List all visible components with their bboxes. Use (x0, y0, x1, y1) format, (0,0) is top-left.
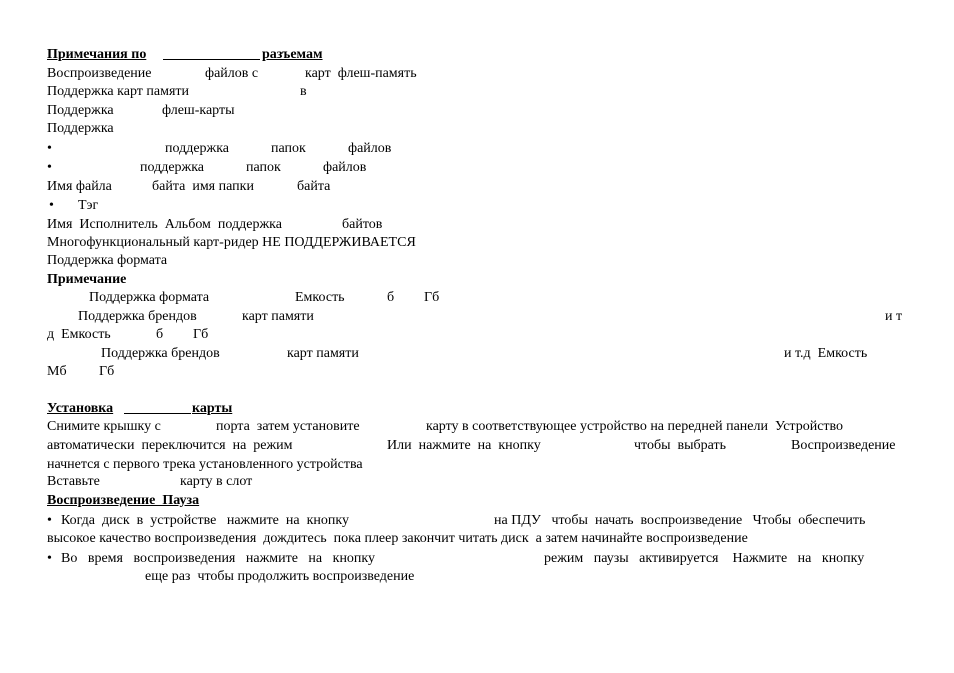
section-heading-playpause: Воспроизведение Пауза (47, 493, 200, 508)
bullet-folders-2-b: папок (246, 160, 281, 175)
note-line2-c: и т (885, 309, 903, 324)
bullet-folders-2-a: поддержка (140, 160, 205, 175)
note-line1-d: Гб (424, 290, 440, 305)
note-line3-a: д Емкость (47, 327, 111, 342)
section-heading-note: Примечание (47, 272, 127, 287)
note-line5-b: Гб (99, 364, 115, 379)
playback-text-c: карт флеш-память (305, 66, 417, 81)
bullet-folders-2-c: файлов (323, 160, 367, 175)
bullet-folders-1-b: папок (271, 141, 306, 156)
note-line2-a: Поддержка брендов (78, 309, 197, 324)
filename-a: Имя файла (47, 179, 112, 194)
section-heading-install-part2: карты (192, 401, 233, 416)
install-line4-a: Вставьте (47, 474, 100, 489)
playback-text-a: Воспроизведение (47, 66, 152, 81)
tag-fields-a: Имя Исполнитель Альбом поддержка (47, 217, 282, 232)
bullet-icon: • (47, 160, 52, 175)
card-reader-line: Многофункциональный карт-ридер НЕ ПОДДЕРЖИВАЕТСЯ (47, 235, 416, 250)
section-heading-connectors-part1: Примечания по (47, 47, 147, 62)
format-support-line: Поддержка формата (47, 253, 168, 268)
heading-gap-underline (124, 402, 191, 416)
section-heading-connectors-part2: разъемам (262, 47, 323, 62)
install-line2-d: Воспроизведение (791, 438, 896, 453)
playpause-bullet1-line2: высокое качество воспроизведения дождитесь пока плеер закончит читать диск а затем начинайте воспроизведение (47, 531, 748, 546)
playback-text-b: файлов с (205, 66, 259, 81)
bullet-folders-1-a: поддержка (165, 141, 230, 156)
install-line3: начнется с первого трека установленного устройства (47, 457, 363, 472)
heading-gap-underline (163, 48, 260, 62)
memory-card-support-b: в (300, 84, 307, 99)
note-line4-c: и т.д Емкость (784, 346, 868, 361)
playpause-bullet2-line2: еще раз чтобы продолжить воспроизведение (145, 569, 415, 584)
bullet-icon: • (49, 198, 54, 213)
install-line4-b: карту в слот (180, 474, 253, 489)
playpause-bullet2-line1-b: режим паузы активируется Нажмите на кнопку (544, 551, 865, 566)
tag-fields-b: байтов (342, 217, 383, 232)
flash-support-a: Поддержка (47, 103, 114, 118)
section-heading-install-part1: Установка (47, 401, 114, 416)
note-line1-b: Емкость (295, 290, 345, 305)
note-line4-b: карт памяти (287, 346, 359, 361)
note-line1-a: Поддержка формата (89, 290, 210, 305)
flash-support-b: флеш-карты (162, 103, 235, 118)
support-label: Поддержка (47, 121, 114, 136)
install-line2-a: автоматически переключится на режим (47, 438, 293, 453)
note-line3-b: б (156, 327, 164, 342)
bullet-icon: • (47, 141, 52, 156)
install-line1-a: Снимите крышку с (47, 419, 161, 434)
install-line2-c: чтобы выбрать (634, 438, 726, 453)
playpause-bullet1-line1-a: Когда диск в устройстве нажмите на кнопку (61, 513, 349, 528)
playpause-bullet2-line1-a: Во время воспроизведения нажмите на кнопку (61, 551, 376, 566)
bullet-icon: • (47, 513, 52, 528)
filename-c: байта (297, 179, 331, 194)
bullet-folders-1-c: файлов (348, 141, 392, 156)
tag-label: Тэг (78, 198, 99, 213)
install-line1-c: карту в соответствующее устройство на передней панели Устройство (426, 419, 844, 434)
install-line2-b: Или нажмите на кнопку (387, 438, 541, 453)
note-line4-a: Поддержка брендов (101, 346, 220, 361)
note-line1-c: б (387, 290, 395, 305)
bullet-icon: • (47, 551, 52, 566)
note-line5-a: Мб (47, 364, 67, 379)
filename-b: байта имя папки (152, 179, 254, 194)
playpause-bullet1-line1-b: на ПДУ чтобы начать воспроизведение Чтобы обеспечить (494, 513, 866, 528)
memory-card-support-a: Поддержка карт памяти (47, 84, 189, 99)
note-line3-c: Гб (193, 327, 209, 342)
install-line1-b: порта затем установите (216, 419, 360, 434)
note-line2-b: карт памяти (242, 309, 314, 324)
